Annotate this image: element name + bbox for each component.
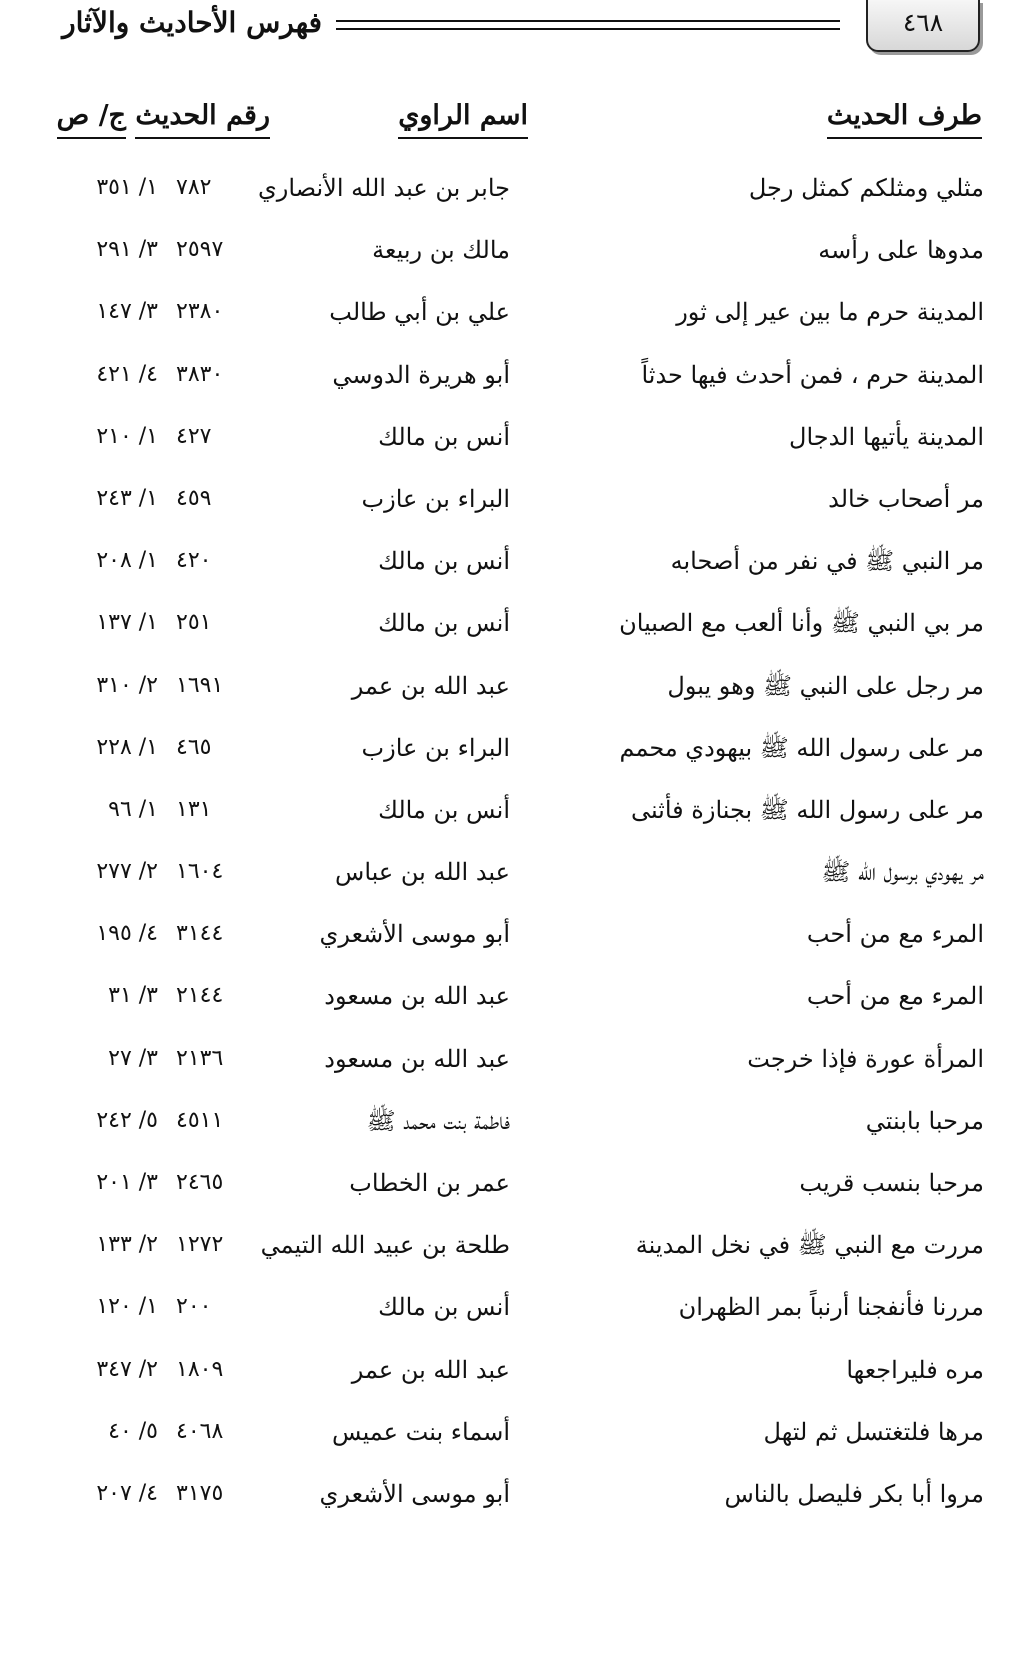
narrator-cell: علي بن أبي طالب (329, 298, 510, 327)
vol-page-cell: ١/ ٢١٠ (96, 423, 158, 449)
narrator-cell: عبد الله بن عباس (335, 858, 510, 887)
column-header-number: رقم الحديث (135, 100, 270, 139)
hadith-number-cell: ١٦٩١ (176, 672, 224, 698)
narrator-cell: أبو هريرة الدوسي (332, 360, 510, 389)
vol-page-cell: ١/ ٣٥١ (96, 175, 158, 200)
narrator-cell: فاطمة بنت محمد ﷺ (366, 1106, 510, 1135)
hadith-cell: مر أصحاب خالد (828, 484, 984, 513)
vol-page-cell: ٤/ ٢٠٧ (96, 1480, 158, 1506)
vol-page-cell: ١/ ٢٠٨ (96, 548, 158, 574)
hadith-number-cell: ٤٥٩ (176, 485, 212, 511)
table-row (0, 601, 1010, 663)
hadith-number-cell: ٧٨٢ (176, 175, 212, 200)
hadith-number-cell: ٣١٧٥ (176, 1480, 224, 1506)
column-header-hadith: طرف الحديث (827, 100, 982, 139)
vol-page-cell: ١/ ٢٢٨ (96, 734, 158, 760)
hadith-number-cell: ٤٥١١ (176, 1107, 224, 1133)
index-table (0, 166, 1010, 1534)
hadith-number-cell: ٢١٤٤ (176, 983, 224, 1009)
hadith-number-cell: ٣٨٣٠ (176, 361, 224, 387)
hadith-cell: مر بي النبي ﷺ وأنا ألعب مع الصبيان (619, 609, 984, 638)
hadith-number-cell: ١٣١ (176, 796, 212, 822)
narrator-cell: أنس بن مالك (378, 795, 510, 824)
narrator-cell: طلحة بن عبيد الله التيمي (260, 1231, 510, 1260)
vol-page-cell: ٣/ ٢٧ (108, 1045, 158, 1071)
running-title: فهرس الأحاديث والآثار (62, 6, 322, 39)
narrator-cell: البراء بن عازب (361, 733, 510, 762)
narrator-cell: عبد الله بن عمر (351, 1355, 510, 1384)
hadith-cell: مررت مع النبي ﷺ في نخل المدينة (635, 1231, 984, 1260)
narrator-cell: أنس بن مالك (378, 547, 510, 576)
hadith-cell: مر على رسول الله ﷺ بجنازة فأثنى (630, 795, 984, 824)
vol-page-cell: ٣/ ٢٩١ (96, 237, 158, 263)
hadith-number-cell: ١٨٠٩ (176, 1356, 224, 1382)
hadith-cell: المرء مع من أحب (806, 920, 984, 949)
hadith-cell: مر رجل على النبي ﷺ وهو يبول (667, 671, 984, 700)
vol-page-cell: ٢/ ٣١٠ (96, 672, 158, 698)
narrator-cell: عبد الله بن مسعود (324, 1044, 510, 1073)
vol-page-cell: ١/ ٢٤٣ (96, 485, 158, 511)
hadith-number-cell: ٢١٣٦ (176, 1045, 224, 1071)
narrator-cell: أنس بن مالك (378, 1293, 510, 1322)
table-row (0, 912, 1010, 974)
running-header (0, 0, 1010, 70)
table-row (0, 974, 1010, 1036)
hadith-cell: مرحبا بابنتي (865, 1106, 984, 1135)
vol-page-cell: ١/ ١٢٠ (96, 1294, 158, 1320)
hadith-cell: المدينة حرم ما بين عير إلى ثور (676, 298, 984, 327)
hadith-cell: مرها فلتغتسل ثم لتهل (763, 1417, 984, 1446)
vol-page-cell: ٣/ ١٤٧ (96, 299, 158, 325)
table-row (0, 1037, 1010, 1099)
table-row (0, 1099, 1010, 1161)
hadith-number-cell: ٣١٤٤ (176, 921, 224, 947)
hadith-cell: مر على رسول الله ﷺ بيهودي محمم (619, 733, 984, 762)
table-row (0, 1348, 1010, 1410)
hadith-number-cell: ٢٥١ (176, 610, 212, 636)
vol-page-cell: ٤/ ١٩٥ (96, 921, 158, 947)
vol-page-cell: ٣/ ٣١ (108, 983, 158, 1009)
table-row (0, 1161, 1010, 1223)
hadith-cell: مثلي ومثلكم كمثل رجل (748, 174, 984, 202)
table-row (0, 664, 1010, 726)
hadith-number-cell: ٤٠٦٨ (176, 1418, 224, 1444)
hadith-number-cell: ٤٢٠ (176, 548, 212, 574)
table-row (0, 1223, 1010, 1285)
narrator-cell: عبد الله بن مسعود (324, 982, 510, 1011)
table-row (0, 726, 1010, 788)
table-row (0, 166, 1010, 228)
hadith-cell: مررنا فأنفجنا أرنباً بمر الظهران (678, 1293, 984, 1322)
vol-page-cell: ٣/ ٢٠١ (96, 1170, 158, 1195)
hadith-number-cell: ٤٢٧ (176, 423, 212, 449)
table-row (0, 228, 1010, 290)
vol-page-cell: ١/ ٩٦ (108, 796, 158, 822)
hadith-number-cell: ٢٠٠ (176, 1294, 212, 1320)
hadith-cell: المرأة عورة فإذا خرجت (747, 1044, 984, 1073)
vol-page-cell: ٢/ ٣٤٧ (96, 1356, 158, 1382)
narrator-cell: أسماء بنت عميس (331, 1417, 510, 1446)
column-header-narrator: اسم الراوي (398, 100, 528, 139)
hadith-cell: مر يهودي برسول الله ﷺ (821, 858, 984, 887)
hadith-number-cell: ٢٤٦٥ (176, 1170, 224, 1195)
hadith-cell: المدينة حرم ، فمن أحدث فيها حدثاً (641, 360, 984, 389)
table-row (0, 1410, 1010, 1472)
narrator-cell: عبد الله بن عمر (351, 671, 510, 700)
vol-page-cell: ٢/ ١٣٣ (96, 1232, 158, 1258)
narrator-cell: أنس بن مالك (378, 422, 510, 451)
table-row (0, 1472, 1010, 1534)
hadith-number-cell: ٢٣٨٠ (176, 299, 224, 325)
hadith-cell: مدوها على رأسه (818, 236, 984, 265)
column-header-vol-page: ج/ ص (57, 100, 126, 139)
narrator-cell: جابر بن عبد الله الأنصاري (257, 174, 510, 202)
hadith-cell: مروا أبا بكر فليصل بالناس (724, 1479, 984, 1508)
table-row (0, 290, 1010, 352)
hadith-cell: مره فليراجعها (846, 1355, 984, 1384)
vol-page-cell: ١/ ١٣٧ (96, 610, 158, 636)
table-row (0, 1285, 1010, 1347)
narrator-cell: أبو موسى الأشعري (319, 1479, 510, 1508)
hadith-number-cell: ١٦٠٤ (176, 859, 224, 885)
hadith-cell: المدينة يأتيها الدجال (789, 422, 984, 451)
hadith-cell: مرحبا بنسب قريب (799, 1169, 984, 1197)
hadith-cell: مر النبي ﷺ في نفر من أصحابه (670, 547, 984, 576)
vol-page-cell: ٢/ ٢٧٧ (96, 859, 158, 885)
table-row (0, 850, 1010, 912)
narrator-cell: مالك بن ربيعة (372, 236, 510, 265)
table-row (0, 353, 1010, 415)
table-row (0, 415, 1010, 477)
narrator-cell: عمر بن الخطاب (349, 1169, 510, 1197)
header-double-rule (336, 20, 840, 30)
hadith-cell: المرء مع من أحب (806, 982, 984, 1011)
page-number-tab: ٤٦٨ (866, 0, 980, 52)
narrator-cell: أنس بن مالك (378, 609, 510, 638)
hadith-number-cell: ٤٦٥ (176, 734, 212, 760)
table-row (0, 477, 1010, 539)
table-row (0, 788, 1010, 850)
column-headers (0, 100, 1010, 152)
narrator-cell: البراء بن عازب (361, 484, 510, 513)
vol-page-cell: ٤/ ٤٢١ (96, 361, 158, 387)
hadith-number-cell: ١٢٧٢ (176, 1232, 224, 1258)
vol-page-cell: ٥/ ٢٤٢ (96, 1107, 158, 1133)
hadith-number-cell: ٢٥٩٧ (176, 237, 224, 263)
table-row (0, 539, 1010, 601)
vol-page-cell: ٥/ ٤٠ (108, 1418, 158, 1444)
narrator-cell: أبو موسى الأشعري (319, 920, 510, 949)
